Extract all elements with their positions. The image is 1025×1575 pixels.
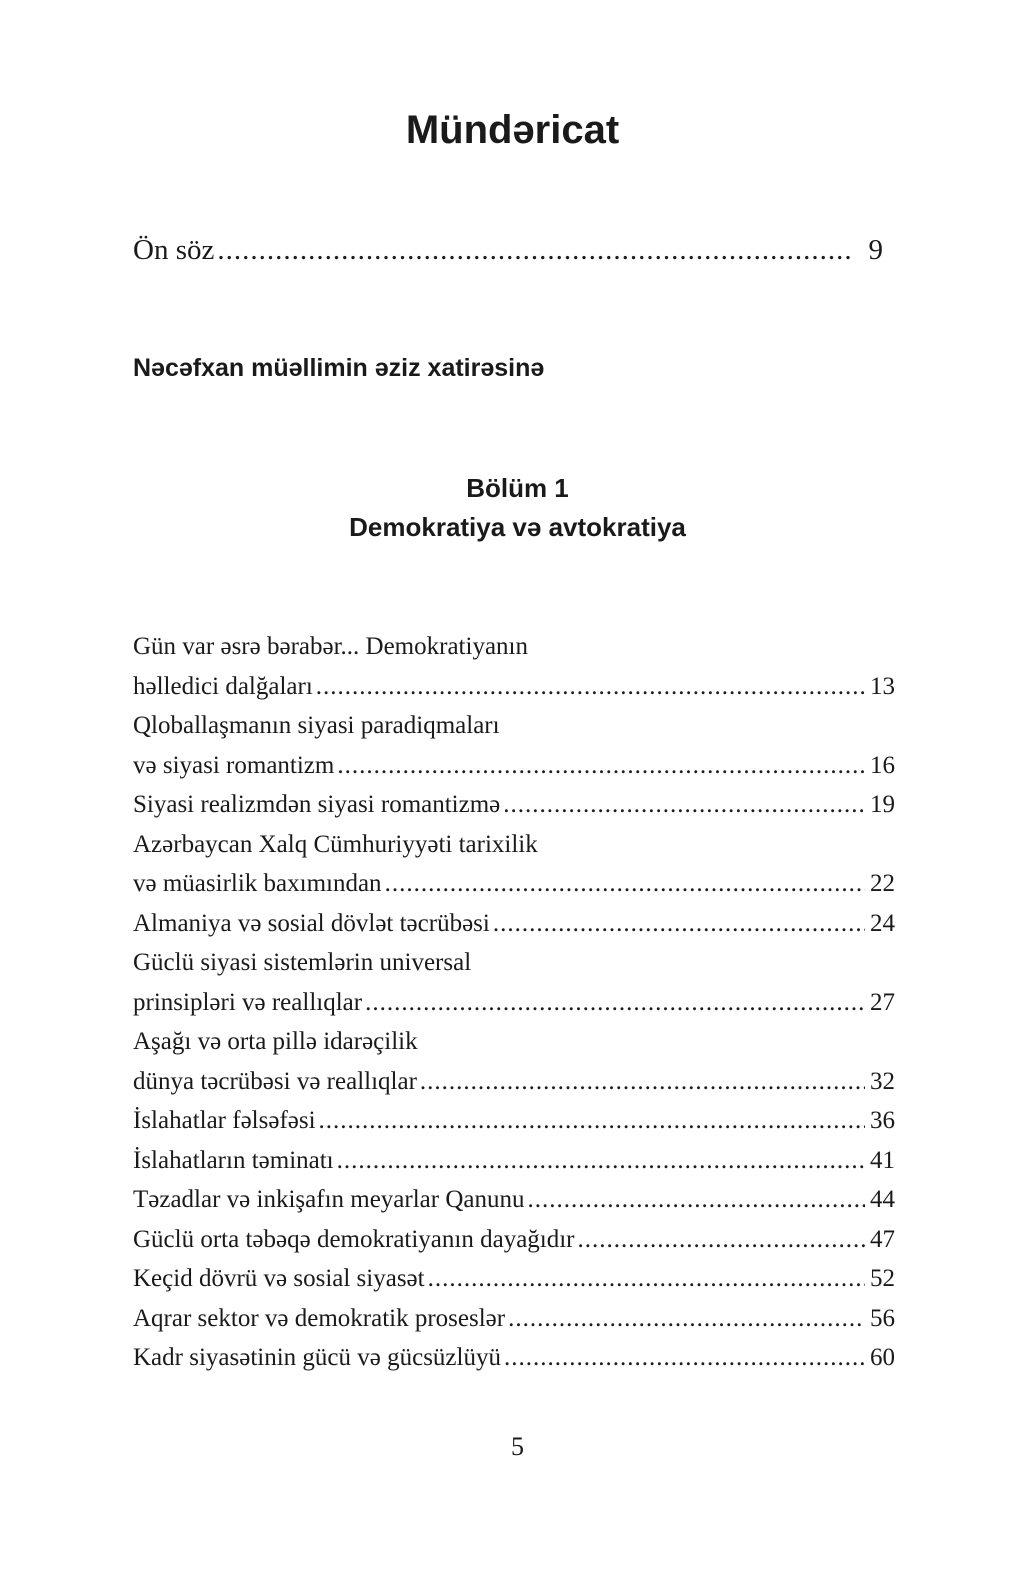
toc-entry-first-line: Güclü siyasi sistemlərin universal bbox=[133, 949, 472, 976]
toc-entry-text: və siyasi romantizm bbox=[133, 752, 335, 779]
toc-entry-text: Siyasi realizmdən siyasi romantizmə bbox=[133, 791, 501, 818]
toc-entry-page: 9 bbox=[868, 234, 883, 266]
dot-leader bbox=[525, 1187, 866, 1212]
toc-entry-page: 36 bbox=[870, 1107, 895, 1134]
dot-leader bbox=[313, 674, 865, 699]
toc-entry[interactable] bbox=[133, 871, 895, 896]
toc-entry-page: 27 bbox=[870, 989, 895, 1016]
toc-entry-text: həlledici dalğaları bbox=[133, 673, 313, 700]
section-label: Bölüm 1 bbox=[466, 473, 569, 503]
dot-leader bbox=[417, 1069, 865, 1094]
toc-entry[interactable] bbox=[133, 1345, 895, 1370]
dot-leader bbox=[490, 911, 865, 936]
toc-entry-page: 41 bbox=[870, 1147, 895, 1174]
toc-entry-page: 24 bbox=[870, 910, 895, 937]
toc-entry-text: Aqrar sektor və demokratik proseslər bbox=[133, 1305, 506, 1332]
section-name: Demokratiya və avtokratiya bbox=[349, 512, 686, 542]
toc-entry-text: Kadr siyasətinin gücü və gücsüzlüyü bbox=[133, 1344, 501, 1371]
toc-entry-text: İslahatların təminatı bbox=[133, 1147, 334, 1174]
dot-leader bbox=[382, 871, 865, 896]
toc-entry-text: İslahatlar fəlsəfəsi bbox=[133, 1107, 316, 1134]
dot-leader bbox=[505, 1306, 865, 1331]
toc-entry-page: 16 bbox=[870, 752, 895, 779]
toc-entry-first-line: Aşağı və orta pillə idarəçilik bbox=[133, 1028, 418, 1055]
page-number: 5 bbox=[511, 1432, 524, 1461]
toc-entry-page: 47 bbox=[870, 1226, 895, 1253]
toc-entry-text: Təzadlar və inkişafın meyarlar Qanunu bbox=[133, 1186, 525, 1213]
toc-entry-text: dünya təcrübəsi və reallıqlar bbox=[133, 1068, 417, 1095]
dot-leader bbox=[575, 1227, 865, 1252]
toc-entry[interactable] bbox=[133, 1266, 895, 1291]
dedication-heading: Nəcəfxan müəllimin əziz xatirəsinə bbox=[133, 354, 545, 382]
dot-leader bbox=[334, 753, 865, 778]
toc-entry-text: Güclü orta təbəqə demokratiyanın dayağıdır bbox=[133, 1226, 575, 1253]
toc-entry-page: 60 bbox=[870, 1344, 895, 1371]
toc-entry-page: 13 bbox=[870, 673, 895, 700]
toc-entry-text: və müasirlik baxımından bbox=[133, 870, 382, 897]
dot-leader bbox=[362, 990, 865, 1015]
toc-entry-page: 22 bbox=[870, 870, 895, 897]
toc-entry-foreword[interactable] bbox=[133, 236, 883, 265]
toc-entry[interactable] bbox=[133, 1148, 895, 1173]
toc-entry-page: 44 bbox=[870, 1186, 895, 1213]
toc-entry[interactable] bbox=[133, 1306, 895, 1331]
toc-entry-page: 56 bbox=[870, 1305, 895, 1332]
dot-leader bbox=[334, 1148, 865, 1173]
toc-entry[interactable] bbox=[133, 990, 895, 1015]
toc-entry[interactable] bbox=[133, 1187, 895, 1212]
toc-entry-first-line: Gün var əsrə bərabər... Demokratiyanın bbox=[133, 633, 528, 660]
dot-leader bbox=[501, 1345, 865, 1370]
toc-entry-text: Almaniya və sosial dövlət təcrübəsi bbox=[133, 910, 490, 937]
toc-title: Mündəricat bbox=[405, 108, 620, 152]
toc-entry[interactable] bbox=[133, 911, 895, 936]
toc-entry[interactable] bbox=[133, 1069, 895, 1094]
toc-entry-first-line: Qloballaşmanın siyasi paradiqmaları bbox=[133, 712, 500, 739]
dot-leader bbox=[316, 1108, 865, 1133]
toc-entry-first-line: Azərbaycan Xalq Cümhuriyyəti tarixilik bbox=[133, 831, 538, 858]
toc-entry-text: prinsipləri və reallıqlar bbox=[133, 989, 363, 1016]
toc-entry[interactable] bbox=[133, 1227, 895, 1252]
toc-entry[interactable] bbox=[133, 1108, 895, 1133]
toc-entry[interactable] bbox=[133, 792, 895, 817]
toc-entry[interactable] bbox=[133, 674, 895, 699]
toc-entry-page: 52 bbox=[870, 1265, 895, 1292]
toc-entry-page: 32 bbox=[870, 1068, 895, 1095]
toc-entry-page: 19 bbox=[870, 791, 895, 818]
toc-entry[interactable] bbox=[133, 753, 895, 778]
toc-entry-text: Ön söz bbox=[133, 234, 215, 266]
dot-leader bbox=[214, 236, 853, 265]
toc-entry-text: Keçid dövrü və sosial siyasət bbox=[133, 1265, 425, 1292]
dot-leader bbox=[500, 792, 865, 817]
dot-leader bbox=[425, 1266, 865, 1291]
